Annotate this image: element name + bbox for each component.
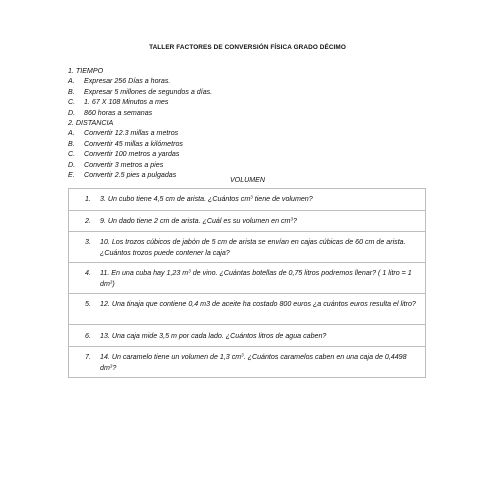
distancia-item-label: D.: [68, 160, 76, 169]
tiempo-item-text: 1. 67 X 108 Minutos a mes: [84, 98, 169, 107]
tiempo-item-text: 860 horas a semanas: [84, 108, 153, 117]
volumen-row-text: 3. Un cubo tiene 4,5 cm de arista. ¿Cuántos $cm^3$ tiene de volumen?: [100, 194, 313, 203]
distancia-item: [68, 128, 428, 138]
volumen-row-number: 6.: [85, 332, 91, 340]
distancia-item-text: Convertir 2.5 pies a pulgadas: [84, 171, 177, 180]
tiempo-item-text: Expresar 5 millones de segundos a días.: [84, 87, 213, 96]
distancia-item-text: Convertir 100 metros a yardas: [84, 150, 180, 159]
tiempo-item: [68, 108, 428, 118]
volumen-row-number: 3.: [85, 238, 91, 246]
tiempo-item-label: A.: [68, 77, 75, 86]
volumen-row: [69, 210, 425, 231]
volumen-row-number: 1.: [85, 195, 91, 203]
distancia-item-label: B.: [68, 139, 75, 148]
volumen-row-text: 11. En una cuba hay 1,23 $m^3$ de vino. ¿Cuántas botellas de 0,75 litros podremos llenar? ( 1 litro = 1 $dm^3$): [100, 268, 412, 288]
tiempo-item: [68, 76, 428, 86]
volumen-row-number: 7.: [85, 353, 91, 361]
tiempo-heading: 1. TIEMPO: [68, 67, 104, 75]
tiempo-item-label: D.: [68, 108, 76, 117]
volumen-row-text: 12. Una tinaja que contiene 0,4 m3 de aceite ha costado 800 euros ¿a cuántos euros resulta el litro?: [100, 300, 416, 308]
volumen-row-number: 5.: [85, 300, 91, 308]
volumen-row: [69, 262, 425, 293]
distancia-item-text: Convertir 3 metros a pies: [84, 160, 164, 169]
distancia-heading: 2. DISTANCIA: [68, 119, 114, 127]
volumen-row-text: 13. Una caja mide 3,5 m por cada lado. ¿Cuántos litros de agua caben?: [100, 332, 327, 340]
tiempo-item: [68, 87, 428, 97]
volumen-row: [69, 231, 425, 262]
volumen-row-number: 2.: [85, 217, 91, 225]
distancia-item: [68, 160, 428, 170]
volumen-row: [69, 346, 425, 377]
tiempo-item-label: B.: [68, 87, 75, 96]
distancia-item: [68, 149, 428, 159]
distancia-item-label: E.: [68, 171, 75, 180]
volumen-row-text: 9. Un dado tiene 2 cm de arista. ¿Cuál es su volumen en $cm^3$?: [100, 216, 297, 225]
volumen-row-number: 4.: [85, 269, 91, 277]
tiempo-section: [68, 66, 428, 118]
document-title: TALLER FACTORES DE CONVERSIÓN FÍSICA GRADO DÉCIMO: [149, 44, 346, 51]
volumen-row-text: 10. Los trozos cúbicos de jabón de 5 cm de arista se envían en cajas cúbicas de 60 cm de arista. ¿Cuántos trozos puede contener la caja?: [100, 238, 406, 257]
tiempo-item-label: C.: [68, 98, 76, 107]
distancia-item-label: C.: [68, 150, 76, 159]
volumen-row: [69, 324, 425, 346]
volumen-heading: VOLUMEN: [229, 176, 266, 184]
volumen-row: [69, 293, 425, 324]
distancia-item-text: Convertir 45 millas a kilómetros: [84, 139, 183, 148]
distancia-item-label: A.: [68, 129, 75, 138]
tiempo-item-text: Expresar 256 Días a horas.: [84, 77, 171, 86]
distancia-section: [68, 118, 428, 180]
volumen-row-text: 14. Un caramelo tiene un volumen de 1,3 $cm^3$. ¿Cuántos caramelos caben en una caja de 0,4498 $dm^3$?: [100, 352, 407, 372]
tiempo-item: [68, 97, 428, 107]
distancia-item-text: Convertir 12.3 millas a metros: [84, 129, 179, 138]
volumen-row: [69, 189, 425, 210]
distancia-item: [68, 139, 428, 149]
volumen-table: [68, 188, 426, 378]
